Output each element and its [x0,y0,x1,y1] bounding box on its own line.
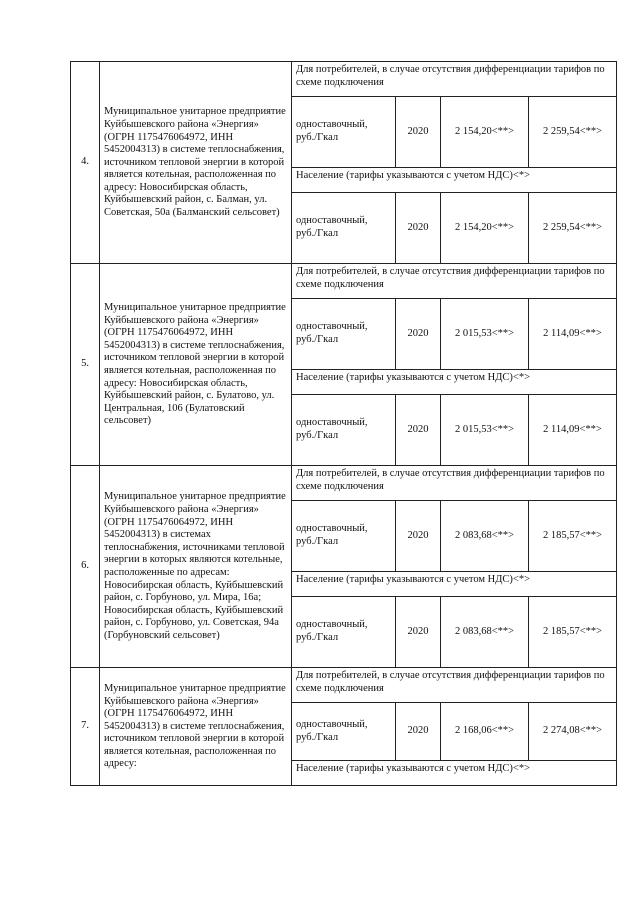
table-row [71,62,617,97]
tariff-value-second-half: 2 185,57<**> [529,597,617,668]
tariff-year: 2020 [396,703,441,761]
tariff-table-page [70,61,616,786]
tariff-value-second-half: 2 114,09<**> [529,395,617,466]
tariff-value-first-half: 2 154,20<**> [441,97,529,168]
group-header-consumers: Для потребителей, в случае отсутствия дифференциации тарифов по схеме подключения [292,668,617,703]
tariff-value-second-half: 2 274,08<**> [529,703,617,761]
tariff-year: 2020 [396,501,441,572]
tariff-unit: одноставочный, руб./Гкал [292,501,396,572]
group-header-consumers: Для потребителей, в случае отсутствия дифференциации тарифов по схеме подключения [292,264,617,299]
group-header-population: Население (тарифы указываются с учетом НДС)<*> [292,761,617,786]
group-header-population: Население (тарифы указываются с учетом НДС)<*> [292,370,617,395]
row-number: 7. [71,668,100,786]
tariff-value-second-half: 2 114,09<**> [529,299,617,370]
row-number: 6. [71,466,100,668]
tariff-value-second-half: 2 259,54<**> [529,97,617,168]
tariff-value-first-half: 2 015,53<**> [441,395,529,466]
tariff-value-first-half: 2 083,68<**> [441,501,529,572]
tariff-value-second-half: 2 259,54<**> [529,193,617,264]
organization-description: Муниципальное унитарное предприятие Куйбышевского района «Энергия» (ОГРН 1175476064972, ИНН 5452004313) в системе теплоснабжения, источником тепловой энергии в которой является котельная, расположенная по адресу: Новосибирская область, Куйбышевский район, с. Балман, ул. Советская, 50а (Балманский сельсовет) [100,62,292,264]
tariff-table [70,61,617,786]
tariff-year: 2020 [396,193,441,264]
tariff-value-second-half: 2 185,57<**> [529,501,617,572]
tariff-unit: одноставочный, руб./Гкал [292,193,396,264]
tariff-year: 2020 [396,597,441,668]
row-number: 5. [71,264,100,466]
tariff-year: 2020 [396,97,441,168]
tariff-value-first-half: 2 083,68<**> [441,597,529,668]
row-number: 4. [71,62,100,264]
tariff-unit: одноставочный, руб./Гкал [292,395,396,466]
tariff-year: 2020 [396,299,441,370]
tariff-unit: одноставочный, руб./Гкал [292,97,396,168]
tariff-value-first-half: 2 015,53<**> [441,299,529,370]
group-header-consumers: Для потребителей, в случае отсутствия дифференциации тарифов по схеме подключения [292,466,617,501]
table-row [71,466,617,501]
tariff-value-first-half: 2 154,20<**> [441,193,529,264]
organization-description: Муниципальное унитарное предприятие Куйбышевского района «Энергия» (ОГРН 1175476064972, ИНН 5452004313) в системе теплоснабжения, источником тепловой энергии в которой является котельная, расположенная по адресу: [100,668,292,786]
tariff-value-first-half: 2 168,06<**> [441,703,529,761]
group-header-population: Население (тарифы указываются с учетом НДС)<*> [292,168,617,193]
tariff-year: 2020 [396,395,441,466]
tariff-unit: одноставочный, руб./Гкал [292,597,396,668]
table-row [71,668,617,703]
table-row [71,264,617,299]
group-header-population: Население (тарифы указываются с учетом НДС)<*> [292,572,617,597]
organization-description: Муниципальное унитарное предприятие Куйбышевского района «Энергия» (ОГРН 1175476064972, ИНН 5452004313) в системе теплоснабжения, источником тепловой энергии в которой является котельная, расположенная по адресу: Новосибирская область, Куйбышевский район, с. Булатово, ул. Центральная, 106 (Булатовский сельсовет) [100,264,292,466]
organization-description: Муниципальное унитарное предприятие Куйбышевского района «Энергия» (ОГРН 1175476064972, ИНН 5452004313) в системах теплоснабжения, источниками тепловой энергии в которых являются котельные, расположенные по адресам: Новосибирская область, Куйбышевский район, с. Горбуново, ул. Мира, 16а; Новосибирская область, Куйбышевский район, с. Горбуново, ул. Советская, 94а (Горбуновский сельсовет) [100,466,292,668]
tariff-unit: одноставочный, руб./Гкал [292,299,396,370]
tariff-unit: одноставочный, руб./Гкал [292,703,396,761]
group-header-consumers: Для потребителей, в случае отсутствия дифференциации тарифов по схеме подключения [292,62,617,97]
